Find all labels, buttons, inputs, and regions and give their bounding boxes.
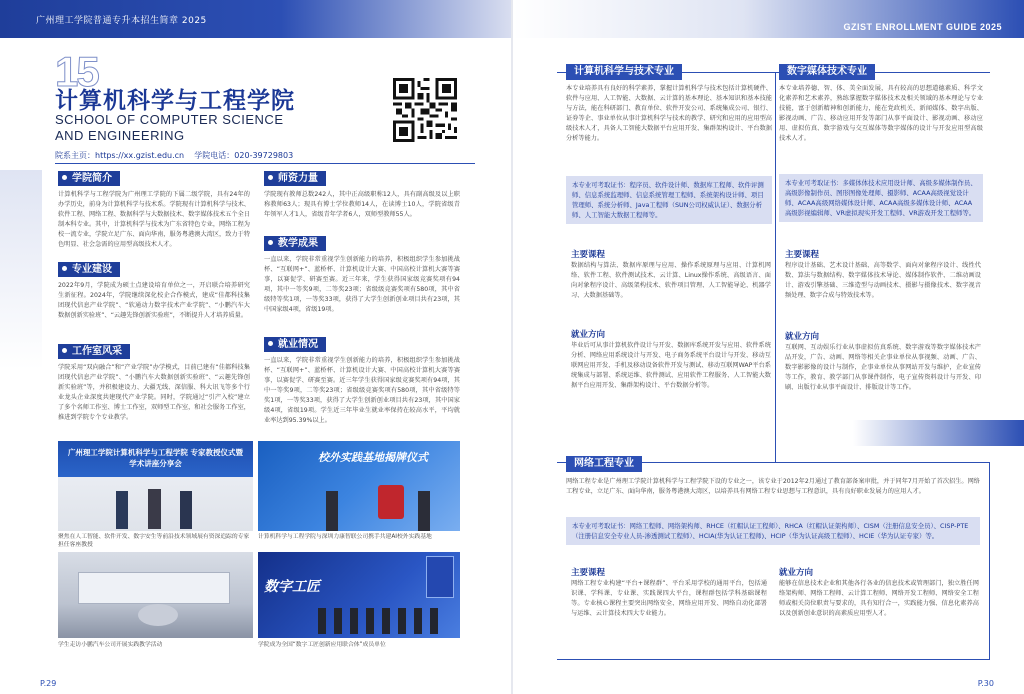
studio-text: 学院采用“双向融合”和“产业学院”办学模式，目前已建有“佳都科技集团现代信息产业学院”、“小鹏汽车大数据创新实验班”、“云趣先锋创新实验班”等，并积极建设力、大疆无线、深信服、科大讯飞等多个行业龙头企业深度共建现代产业学院。同时，学院通过“引产入校”建立了多个名师工作室、博士工作室，双师型工作室，和社会服务工作室，推进到学院专个专业教学。	[58, 364, 250, 421]
major-title-dm: 数字媒体技术专业	[779, 64, 875, 80]
section-heading-faculty: 师资力量	[264, 171, 326, 186]
career-label-dm: 就业方向	[785, 332, 820, 342]
major-career-ne: 能够在信息技术企业和其他各行各业的信息技术或管理部门，独立胜任网络架构师、网络工程师、云计算工程师、网络开发工程师、网络安全工程师或相关岗位职责与要求的，具有知行合一，实践能力强、信息化素养高以及创新创业意识的高素质应用型人才。	[779, 580, 979, 617]
major-courses-dm: 程序设计基础、艺术设计基础、高等数学、面向对象程序设计、线性代数、算法与数据结构、数字媒体技术导论、媒体制作软件、二维动画设计、游戏引擎基础、三维造型与动画技术、摄影与摄像技术、数字视音频处理、数字合成与特效技术等。	[785, 262, 981, 299]
major-intro-ne: 网络工程专业是广州理工学院计算机科学与工程学院下设的专业之一，该专业于2012年2月通过了教育部备案审批，并于同年7月开始了首次招生。网络工程专业，立足广东、面向华南，服务粤港澳大湾区，以培养具有网络工程专业思想与工程意识，具有良好职业发展力的应用人才。	[566, 478, 980, 495]
section-heading-intro: 学院简介	[58, 171, 120, 186]
section-heading-major-building: 专业建设	[58, 262, 120, 277]
career-label-ne: 就业方向	[779, 568, 814, 578]
photo-caption-1: 聚焦在人工智能、软件开发、数字安生等前沿技术领域展有资深追踪的专家担任客座教授	[58, 534, 250, 548]
courses-label-ne: 主要课程	[571, 568, 606, 578]
section-heading-teaching-results: 教学成果	[264, 236, 326, 251]
courses-label-dm: 主要课程	[785, 250, 820, 260]
decorative-bar	[853, 420, 1024, 446]
major-intro-cs: 本专业培养具有良好的科学素养，掌握计算机科学与技术包括计算机硬件、软件与应用、人工智能、大数据、云计算的基本理论、基本知识和基本技能与方法，能在科研部门、教育单位、软件开发公司、系统集成公司、银行、证券等企、事业单位从事计算机科学与技术的教学、研究和应用的应用型高级技术人才，具备人工智能大数据平台应用开发、集群架构设计、平台数据分析等能力。	[566, 85, 772, 142]
photo-banner-text-4: 数字工匠	[264, 579, 320, 595]
major-certs-ne: 本专业可考取证书：网络工程师、网络架构师、RHCE（红帽认证工程师）、RHCA（红帽认证架构师）、CISM（注册信息安全员）、CISP-PTE（注册信息安全专业人员-渗透测试工程师）、HCIA(华为认证工程师)、HCIP（华为认证高级工程师）、HCIE（华为认证专家）等。	[566, 517, 980, 545]
phone-label: 学院电话：	[194, 151, 235, 160]
right-page	[513, 0, 1024, 694]
section-heading-employment: 就业情况	[264, 337, 326, 352]
teaching-results-text: 一直以来，学院非常重视学生创新能力的培养，积极组织学生参加挑战杯、“互联网+”、蓝桥杯、计算机设计大赛、中国高校计算机大赛等赛事，以赛促学、研赛至赛。近三年来，学生获得国家级竞赛奖项有94项，其中一等奖9项，二等奖23项；省级级竞赛奖项有580项，其中省级特等奖1项，一等奖33项，获得了大学生创新创业项目共有23项，其中国家级4项，省级19项。	[264, 256, 460, 313]
major-career-cs: 毕业后可从事计算机软件设计与开发、数据库系统开发与应用、软件系统分析、网络应用系统设计与开发、电子商务系统平台设计与开发、移动互联网应用开发、手机及移动设备软件开发与测试、移动互联网WAP平台系统集成与部署、系统运维、软件测试、应用软件工程服务、人工智能大数据平台应用开发、集群架构设计、平台数据分析等。	[571, 342, 771, 389]
left-page	[0, 0, 511, 694]
major-courses-cs: 数据结构与算法、数据库原理与应用、操作系统原理与应用、计算机网络、软件工程、软件测试技术、云计算、Linux操作系统、高级语言、面向对象程序设计、高级架构技术、软件项目管理、人工智能导论、机器学习、大数据基础等。	[571, 262, 771, 299]
major-title-ne: 网络工程专业	[566, 456, 642, 472]
major-intro-dm: 本专业培养德、智、体、美全面发展，具有较高的思想道德素质、科学文化素养和艺术素养，熟练掌握数字媒体技术及相关领域的基本理论与专业技能，富于创新精神和创新能力，能在党政机关、新闻媒体、数字出版、影视动画、广告、移动应用开发等部门从事平面设计、影视动画、移动应用、虚拟仿真、数字游戏与交互媒体等数字媒体的设计与开发应用型高级技术人才。	[779, 85, 983, 142]
page-title: 计算机科学与工程学院	[55, 88, 295, 114]
divider	[55, 163, 475, 164]
major-building-text: 2022年9月，学院成为硕士点建设培育单位之一，开启联合培养研究生新征程。2024年，学院继续深化校企合作模式，建成“佳都科技集团现代信息产业学院”、“软通动力数字技术产业学院”、“小鹏汽车大数据创新实验班”、“云趣先锋创新实验班”，不断提升人才培养质量。	[58, 282, 250, 319]
photo-digital-craftsman	[258, 552, 460, 638]
page-subtitle-en: SCHOOL OF COMPUTER SCIENCE AND ENGINEERING	[55, 112, 284, 143]
photo-banner-text-2: 校外实践基地揭牌仪式	[318, 451, 428, 464]
major-career-dm: 互联网、互动娱乐行业从事虚拟仿真系统、数字游戏等数字媒体技术产品开发，广告、动画、网络等相关企事业单位从事视频、动画、广告、数字影影像的设计与制作，企事业单位从事网站开发与维护，企业宣传等工作，教育、教学部门从事课件制作，电子宣传资料设计与开发、印刷、出版行业从事平面设计、排版设计等工作。	[785, 344, 981, 391]
major-certs-cs: 本专业可考取证书：程序员、软件设计师、数据库工程师、软件评测师、信息系统监理师、信息系统管理工程师、系统架构设计师、项目管理师、系统分析师、Java工程师（SUN公司权威认证）、数据分析师、人工智能大数据工程师等。	[566, 176, 772, 224]
website-link[interactable]: https://xx.gzist.edu.cn	[95, 151, 185, 160]
right-header: GZIST ENROLLMENT GUIDE 2025	[843, 22, 1002, 32]
photo-caption-3: 学生走访小鹏汽车公司开展实践教学活动	[58, 642, 163, 648]
major-title-cs: 计算机科学与技术专业	[566, 64, 682, 80]
website-label: 院系主页：	[55, 151, 95, 160]
photo-banner-text: 广州理工学院计算机科学与工程学院 专家教授仪式暨学术讲座分享会	[67, 448, 244, 468]
photo-caption-4: 学院成为全国“数字工匠创新应用联合体”成员单位	[258, 642, 386, 648]
courses-label-cs: 主要课程	[571, 250, 606, 260]
qr-code-icon[interactable]	[391, 76, 459, 144]
photo-expert-ceremony	[58, 441, 253, 531]
left-header: 广州理工学院普通专升本招生简章 2025	[36, 16, 207, 26]
section-heading-studio: 工作室风采	[58, 344, 130, 359]
photo-company-visit	[58, 552, 253, 638]
header-band-right	[513, 0, 1024, 38]
page-number-right: P.30	[977, 679, 994, 688]
major-courses-ne: 网络工程专业构建“平台+课程群”、平台采用学校的通用平台，包括通识课、学科课、专业课、实践课四大平台，课程群包括学科基础课程等。专业核心课程主要突出网络安全、网络应用开发、网络自动化部署与运维、云计算技术四大专业能力。	[571, 580, 767, 617]
section-number: 15	[55, 48, 98, 95]
employment-text: 一直以来，学院非常重视学生创新能力的培养，积极组织学生参加挑战杯、“互联网+”、蓝桥杯、计算机设计大赛、中国高校计算机大赛等赛事，以赛促学、研赛至赛。近三年学生获得国家级竞赛奖项有94项，其中一等奖9项，二等奖23项；省级级竞赛奖项有580项，其中省级特等奖1项，一等奖33项，获得了大学生创新创业项目共有23项，其中国家级4项，省级19项。学生近三年毕业生就业率保持在较高水平，平均就业率达到95.39%以上。	[264, 357, 460, 424]
side-decoration	[0, 170, 42, 370]
photo-caption-2: 计算机科学与工程学院与深圳力康智联公司携手共建AI校外实践基地	[258, 534, 432, 540]
career-label-cs: 就业方向	[571, 330, 606, 340]
phone-number: 020-39729803	[234, 151, 294, 160]
faculty-text: 学院现有教师总数242人，其中正高级职称12人，具有副高级及以上职称教师63人；现具有博士学位教师14人，在读博士10人，学院省级青年领军人才1人，省级青年学者6人，双师型教师55人。	[264, 191, 460, 218]
photo-practice-base	[258, 441, 460, 531]
major-certs-dm: 本专业可考取证书：多媒体体技术应用设计师、高级多媒体制作员、高级影像制作员、图形图像处理师、摄影师、ACAA高级视觉设计师、ACAA高级网络媒体设计师、ACAA高级多媒体设计师、ACAA高级影视编辑师、VR虚拟现实开发工程师、VR游戏开发工程师等。	[779, 174, 983, 222]
intro-text: 计算机科学与工程学院为广州理工学院的下属二级学院，具有24年的办学历史，前身为计算机科学与技术系。学院现有计算机科学与技术、软件工程、网络工程、数据科学与大数据技术、数字媒体技术五个全日制本科专业。其中，计算机科学与技术为广东省特色专业，网络工程为校一流专业，学院立足广东、面向华南，服务粤港澳大湾区，致力于特色明显、社会急需的应用型高级技术人才。	[58, 191, 250, 248]
contact-info	[55, 150, 293, 161]
page-number-left: P.29	[40, 679, 57, 688]
